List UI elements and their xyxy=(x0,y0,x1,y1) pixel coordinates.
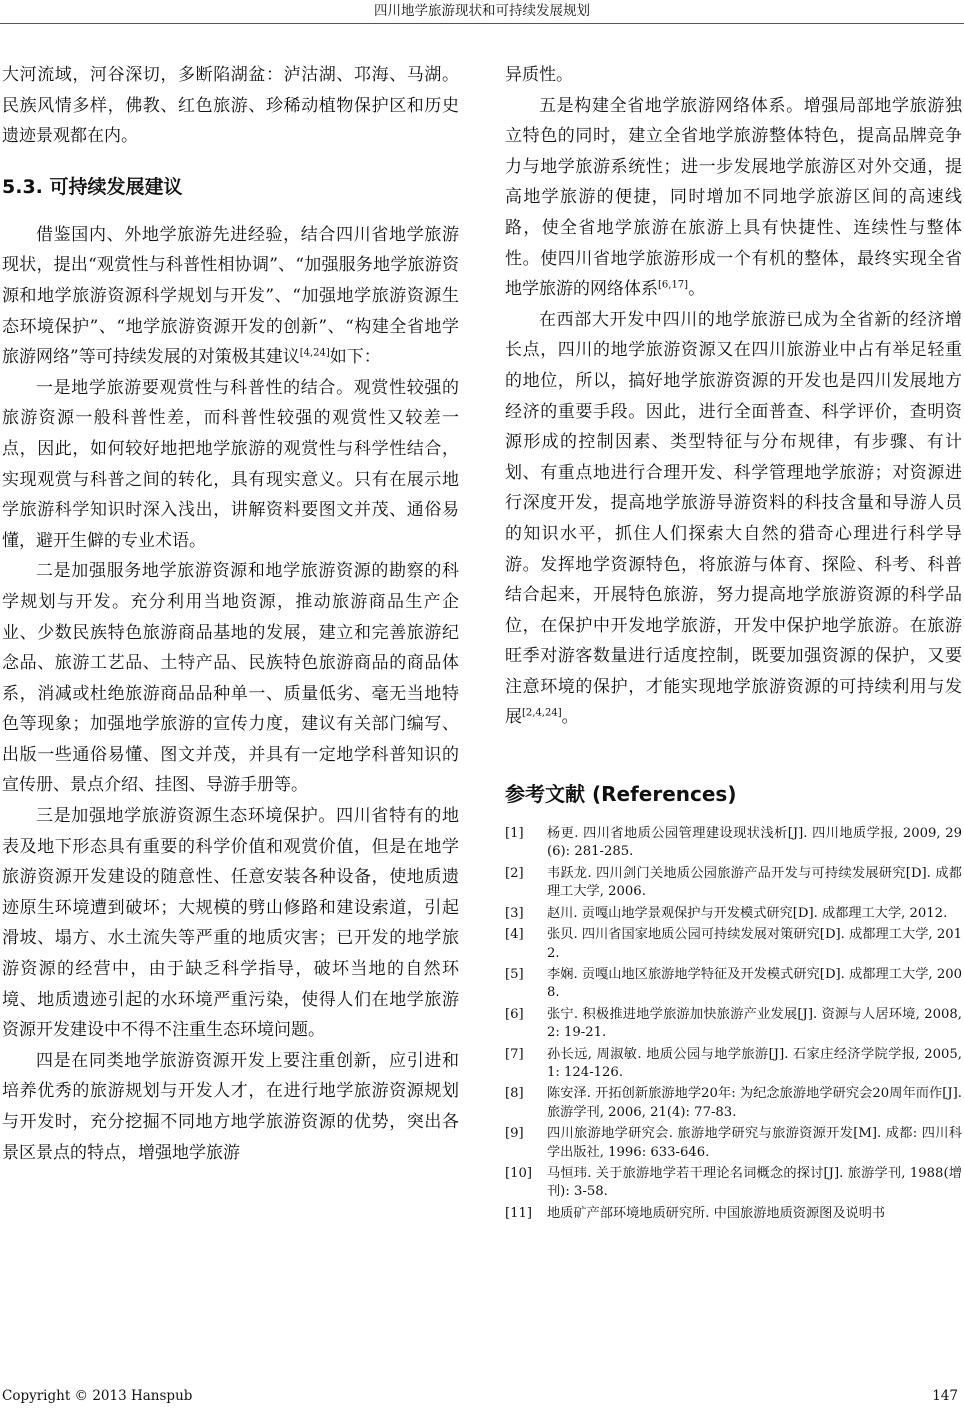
reference-text: 地质矿产部环境地质研究所. 中国旅游地质资源图及说明书 xyxy=(547,1205,886,1221)
reference-text: 张贝. 四川省国家地质公园可持续发展对策研究[D]. 成都理工大学, 2012. xyxy=(547,927,962,961)
reference-item xyxy=(505,825,962,862)
reference-text: 韦跃龙. 四川剑门关地质公园旅游产品开发与可持续发展研究[D]. 成都理工大学, 2006. xyxy=(547,865,962,900)
reference-item xyxy=(505,905,962,923)
reference-number: [10] xyxy=(505,1165,533,1181)
paragraph-6 xyxy=(505,305,962,733)
reference-number: [2] xyxy=(505,865,524,881)
page-number: 147 xyxy=(932,1388,958,1404)
reference-number: [8] xyxy=(505,1086,524,1102)
left-column xyxy=(2,60,459,1168)
reference-number: [11] xyxy=(505,1205,533,1221)
reference-number: [9] xyxy=(505,1126,524,1142)
paragraph-1: 一是地学旅游要观赏性与科普性的结合。观赏性较强的旅游资源一般科普性差，而科普性较强的观赏性又较差一点，因此，如何较好地把地学旅游的观赏性与科学性结合，实现观赏与科普之间的转化，具有现实意义。只有在展示地学旅游科学知识时深入浅出，讲解资料要图文并茂、通俗易懂，避开生僻的专业术语。 xyxy=(2,377,459,551)
reference-item xyxy=(505,1046,962,1083)
reference-text: 杨更. 四川省地质公园管理建设现状浅析[J]. 四川地质学报, 2009, 29(6): 281-285. xyxy=(547,826,962,860)
references-title: 参考文献 (References) xyxy=(505,782,737,807)
citation: [4,24] xyxy=(299,347,330,359)
reference-number: [7] xyxy=(505,1046,524,1062)
right-column xyxy=(505,60,962,1226)
reference-text: 四川旅游地学研究会. 旅游地学研究与旅游资源开发[M]. 成都: 四川科学出版社, 1996: 633-646. xyxy=(547,1126,962,1160)
paragraph-2: 二是加强服务地学旅游资源和地学旅游资源的勘察的科学规划与开发。充分利用当地资源，推动旅游商品生产企业、少数民族特色旅游商品基地的发展，建立和完善旅游纪念品、旅游工艺品、土特产品、民族特色旅游商品的商品体系，消减或杜绝旅游商品品种单一、质量低劣、毫无当地特色等现象；加强地学旅游的宣传力度，建议有关部门编写、出版一些通俗易懂、图文并茂，并具有一定地学科普知识的宣传册、景点介绍、挂图、导游手册等。 xyxy=(2,561,459,796)
paragraph-5-text: 五是构建全省地学旅游网络体系。增强局部地学旅游独立特色的同时，建立全省地学旅游整体特色，提高品牌竞争力与地学旅游系统性；进一步发展地学旅游区对外交通，提高地学旅游的便捷，同时增加不同地学旅游区间的高速线路，使全省地学旅游在旅游上具有快捷性、连续性与整体性。使四川省地学旅游形成一个有机的整体，最终实现全省地学旅游的网络体系 xyxy=(505,95,962,300)
reference-text: 赵川. 贡嘎山地学景观保护与开发模式研究[D]. 成都理工大学, 2012. xyxy=(547,905,948,921)
paragraph-6-text: 在西部大开发中四川的地学旅游已成为全省新的经济增长点，四川的地学旅游资源又在四川旅游业中占有举足轻重的地位，所以，搞好地学旅游资源的开发也是四川发展地方经济的重要手段。因此，进行全面普查、科学评价，查明资源形成的控制因素、类型特征与分布规律，有步骤、有计划、有重点地进行合理开发、科学管理地学旅游；对资源进行深度开发，提高地学旅游导游资料的科技含量和导游人员的知识水平，抓住人们探索大自然的猎奇心理进行科学导游。发挥地学资源特色，将旅游与体育、探险、科考、科普结合起来，开展特色旅游，努力提高地学旅游资源的科学品位，在保护中开发地学旅游，开发中保护地学旅游。在旅游旺季对游客数量进行适度控制，既要加强资源的保护，又要注意环境的保护，才能实现地学旅游资源的可持续利用与发展 xyxy=(505,309,962,728)
reference-number: [4] xyxy=(505,927,524,943)
reference-number: [6] xyxy=(505,1006,524,1022)
running-header: 四川地学旅游现状和可持续发展规划 xyxy=(0,0,964,24)
paragraph-intro xyxy=(2,220,459,373)
reference-item xyxy=(505,1125,962,1162)
reference-item xyxy=(505,1085,962,1122)
reference-item xyxy=(505,926,962,963)
paragraph-5 xyxy=(505,91,962,305)
paragraph-4-end: 异质性。 xyxy=(505,65,573,85)
citation: [6,17] xyxy=(658,279,689,291)
page-footer xyxy=(2,1386,958,1406)
reference-text: 张宁. 积极推进地学旅游加快旅游产业发展[J]. 资源与人居环境, 2008, 2: 19-21. xyxy=(547,1006,962,1041)
copyright-notice: Copyright © 2013 Hanspub xyxy=(2,1388,193,1404)
paragraph-intro-text: 借鉴国内、外地学旅游先进经验，结合四川省地学旅游现状，提出“观赏性与科普性相协调”、“加强服务地学旅游资源和地学旅游资源科学规划与开发”、“加强地学旅游资源生态环境保护”、“地学旅游资源开发的创新”、“构建全省地学旅游网络”等可持续发展的对策极其建议 xyxy=(2,224,459,368)
reference-number: [5] xyxy=(505,966,524,982)
reference-text: 马恒玮. 关于旅游地学若干理论名词概念的探讨[J]. 旅游学刊, 1988(增刊): 3-58. xyxy=(547,1165,962,1200)
paragraph-3: 三是加强地学旅游资源生态环境保护。四川省特有的地表及地下形态具有重要的科学价值和观赏价值，但是在地学旅游资源开发建设的随意性、任意安装各种设备，使地质遗迹原生环境遭到破坏；大规模的劈山修路和建设索道，引起滑坡、塌方、水土流失等严重的地质灾害；已开发的地学旅游资源的经营中，由于缺乏科学指导，破坏当地的自然环境、地质遗迹引起的水环境严重污染，使得人们在地学旅游资源开发建设中不得不注重生态环境问题。 xyxy=(2,806,459,1041)
reference-item xyxy=(505,1205,962,1223)
paragraph-continued: 大河流域，河谷深切，多断陷湖盆：泸沽湖、邛海、马湖。民族风情多样，佛教、红色旅游、珍稀动植物保护区和历史遗迹景观都在内。 xyxy=(2,65,459,147)
reference-number: [1] xyxy=(505,826,524,842)
paragraph-4: 四是在同类地学旅游资源开发上要注重创新，应引进和培养优秀的旅游规划与开发人才，在进行地学旅游资源规划与开发时，充分挖掘不同地方地学旅游资源的优势，突出各景区景点的特点，增强地学旅游 xyxy=(2,1050,459,1163)
paragraph-6-end: 。 xyxy=(561,707,579,728)
paragraph-5-end: 。 xyxy=(688,279,706,300)
paragraph-intro-end: 如下： xyxy=(329,347,381,368)
reference-text: 陈安泽. 开拓创新旅游地学20年: 为纪念旅游地学研究会20周年而作[J]. 旅游学刊, 2006, 21(4): 77-83. xyxy=(547,1086,962,1120)
reference-item xyxy=(505,865,962,902)
reference-text: 孙长远, 周淑敏. 地质公园与地学旅游[J]. 石家庄经济学院学报, 2005, 1: 124-126. xyxy=(547,1046,962,1080)
section-title: 5.3. 可持续发展建议 xyxy=(2,175,183,198)
reference-item xyxy=(505,1006,962,1043)
reference-text: 李娴. 贡嘎山地区旅游地学特征及开发模式研究[D]. 成都理工大学, 2008. xyxy=(547,966,962,1001)
reference-list xyxy=(505,825,962,1223)
citation: [2,4,24] xyxy=(522,707,562,719)
reference-item xyxy=(505,1165,962,1202)
reference-item xyxy=(505,966,962,1003)
reference-number: [3] xyxy=(505,905,524,921)
